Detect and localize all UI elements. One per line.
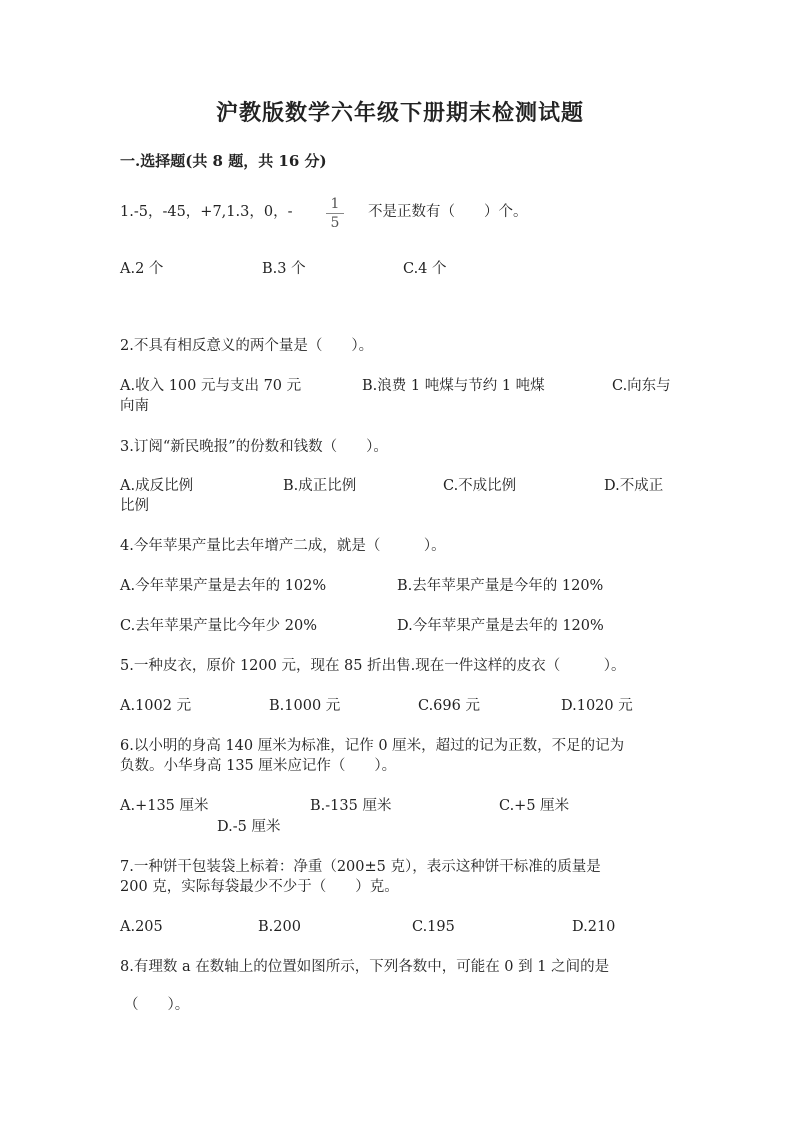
q3-option-c: C.不成比例 [443,478,517,494]
fraction-bar [326,213,344,214]
q3-option-b: B.成正比例 [283,478,357,494]
q6-stem-line2: 负数。小华身高 135 厘米应记作（ ）。 [120,758,397,774]
q6-stem-line1: 6.以小明的身高 140 厘米为标准，记作 0 厘米，超过的记为正数，不足的记为 [120,738,625,754]
q5-option-d: D.1020 元 [561,698,633,714]
q1-stem-part1: 1.-5，-45，+7,1.3，0，- [120,204,293,220]
q6-option-b: B.-135 厘米 [310,798,392,814]
q7-option-c: C.195 [412,919,455,935]
q8-stem-line1: 8.有理数 a 在数轴上的位置如图所示，下列各数中，可能在 0 到 1 之间的是 [120,959,610,975]
q5-stem: 5.一种皮衣，原价 1200 元，现在 85 折出售.现在一件这样的皮衣（ ）。 [120,658,626,674]
q1-fraction-denominator: 5 [330,215,340,231]
q7-stem-line1: 7.一种饼干包装袋上标着：净重（200±5 克），表示这种饼干标准的质量是 [120,859,601,875]
q2-option-c-continued: 向南 [120,398,149,414]
q4-option-c: C.去年苹果产量比今年少 20% [120,618,318,634]
q3-option-a: A.成反比例 [120,478,194,494]
q4-option-d: D.今年苹果产量是去年的 120% [397,618,604,634]
q2-option-c: C.向东与 [612,378,671,394]
q2-stem: 2.不具有相反意义的两个量是（ ）。 [120,338,374,354]
q7-stem-line2: 200 克，实际每袋最少不少于（ ）克。 [120,879,399,895]
q7-option-a: A.205 [120,919,163,935]
q5-option-c: C.696 元 [418,698,480,714]
q1-option-b: B.3 个 [262,261,306,277]
q4-stem: 4.今年苹果产量比去年增产二成，就是（ ）。 [120,538,446,554]
q3-option-d-continued: 比例 [120,498,149,514]
q6-option-c: C.+5 厘米 [499,798,570,814]
q1-option-a: A.2 个 [120,261,164,277]
q4-option-b: B.去年苹果产量是今年的 120% [397,578,604,594]
q3-stem: 3.订阅“新民晚报”的份数和钱数（ ）。 [120,439,388,455]
q5-option-a: A.1002 元 [120,698,192,714]
page-title: 沪教版数学六年级下册期末检测试题 [215,100,584,126]
q1-stem-part2: 不是正数有（ ）个。 [368,204,528,220]
q1-fraction-numerator: 1 [330,196,340,212]
q2-option-a: A.收入 100 元与支出 70 元 [120,378,302,394]
section-heading: 一.选择题(共 8 题，共 16 分) [120,152,327,170]
q2-option-b: B.浪费 1 吨煤与节约 1 吨煤 [362,378,545,394]
q5-option-b: B.1000 元 [269,698,341,714]
q6-option-a: A.+135 厘米 [120,798,209,814]
q7-option-d: D.210 [572,919,616,935]
q4-option-a: A.今年苹果产量是去年的 102% [120,578,327,594]
q8-stem-line2: （ ）。 [124,997,190,1013]
q3-option-d: D.不成正 [604,478,664,494]
q6-option-d: D.-5 厘米 [217,819,281,835]
q7-option-b: B.200 [258,919,301,935]
q1-option-c: C.4 个 [403,261,447,277]
q1-fraction [326,196,344,231]
